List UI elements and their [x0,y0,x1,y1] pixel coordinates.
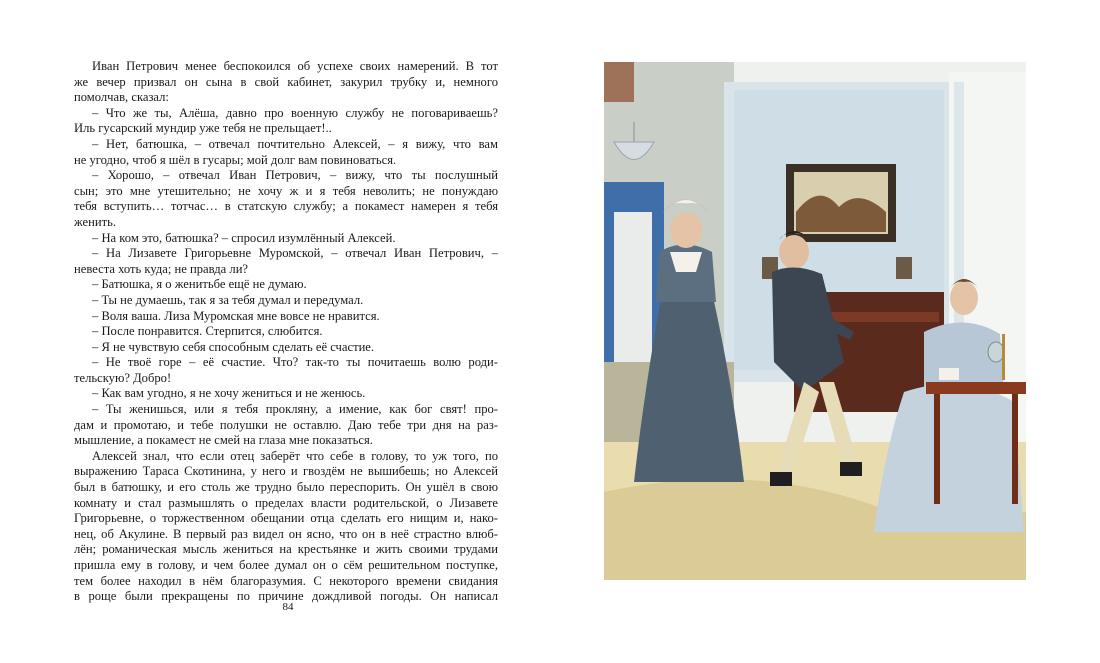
small-portrait-right [896,257,912,279]
text-line: – Что же ты, Алёша, давно про военную службу не поговариваешь? [92,105,498,120]
text-line: – Не твоё горе – её счастие. Что? так-то ты почитаешь волю роди- [92,355,498,370]
text-line: дам и промотаю, и тебе полушки не оставлю. Даю тебе три дня на раз- [74,417,498,432]
text-line: в роще были прекращены по причине дождливой погоды. Он написал [74,589,498,604]
text-line: – Ты женишься, или я тебя прокляну, а имение, как бог свят! про- [92,402,498,417]
text-line: – Батюшка, я о женитьбе ещё не думаю. [92,277,307,292]
text-line: пришла ему в голову, и чем более думал он о сём решительном поступке, [74,558,498,572]
page-number: 84 [282,601,294,613]
text-line: Иван Петрович менее беспокоился об успехе своих намерений. В тот [92,59,498,73]
illustration [604,62,1026,580]
text-line: – Хорошо, – отвечал Иван Петрович, – вижу, что ты послушный [92,168,498,183]
text-line: сын; это мне утешительно; не хочу ж и я тебя неволить; не понуждаю [74,183,498,198]
text-line: же вечер призвал он сына в свой кабинет, закурил трубку и, немного [74,74,498,89]
text-line: тебя вступить… тотчас… в статскую службу; а покамест намерен я тебя [74,199,498,214]
text-line: Иль гусарский мундир уже тебя не прельщает!.. [74,121,332,136]
corner-shade [604,62,634,102]
text-line: невеста хоть куда; не правда ли? [74,261,249,276]
text-line: – Нет, батюшка, – отвечал почтительно Алексей, – я вижу, что вам [92,136,498,151]
text-line: не угодно, чтоб я шёл в гусары; мой долг вам повиноваться. [74,152,397,167]
doorway [614,212,652,362]
text-column [74,59,498,605]
text-line: комнату и стал размышлять о пределах власти родительской, о Лизавете [74,495,498,510]
text-line: Алексей знал, что если отец заберёт что себе в голову, то уж того, по [92,448,498,463]
text-line: помолчав, сказал: [74,90,169,105]
text-line: – Я не чувствую себя способным сделать её счастие. [92,339,375,354]
text-line: – После понравится. Стерпится, слюбится. [92,324,323,339]
text-line: – Как вам угодно, я не хочу жениться и не женюсь. [92,386,366,401]
text-line: тельскую? Добро! [74,370,172,385]
text-line: – На ком это, батюшка? – спросил изумлённый Алексей. [92,230,396,245]
text-line: был в батюшку, и его столь же трудно было переспорить. Он ушёл в свою [74,480,498,495]
text-line: – Воля ваша. Лиза Муромская мне вовсе не нравится. [92,308,380,323]
text-line: нец, об Акулине. В первый раз видел он ясно, что он в неё страстно влюб- [74,526,498,541]
text-line: – На Лизавете Григорьевне Муромской, – отвечал Иван Петрович, – [92,246,498,261]
text-line: мышление, а покамест не смей на глаза мне показаться. [74,433,373,448]
text-line: женить. [74,214,116,229]
text-line: – Ты не думаешь, так я за тебя думал и передумал. [92,292,364,307]
text-line: тем более находил в нём благоразумия. С некоторого времени свидания [74,573,498,588]
illustration-svg [604,62,1026,580]
text-line: Григорьевне, о торжественном обещании отца сделать его нищим и, нако- [74,511,498,526]
text-line: лён; романическая мысль жениться на крестьянке и жить своими трудами [74,542,498,557]
text-line: выражению Тараса Скотинина, у него и гвоздём не вышибешь; но Алексей [74,464,498,479]
